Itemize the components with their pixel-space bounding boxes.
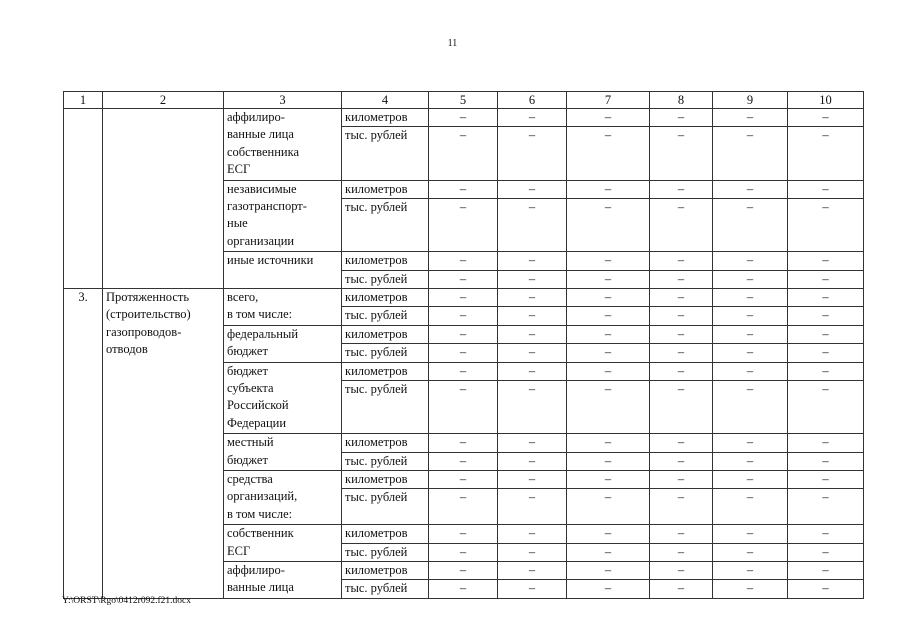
value-cell: – bbox=[788, 325, 864, 343]
value-cell: – bbox=[650, 362, 713, 380]
value-cell: – bbox=[429, 562, 498, 580]
value-cell: – bbox=[567, 344, 650, 362]
source-cell: средства организаций, в том числе: bbox=[224, 471, 342, 525]
value-cell: – bbox=[498, 452, 567, 470]
value-cell: – bbox=[567, 543, 650, 561]
source-cell: аффилиро- ванные лица bbox=[224, 562, 342, 599]
value-cell: – bbox=[788, 180, 864, 198]
value-cell: – bbox=[567, 562, 650, 580]
value-cell: – bbox=[567, 199, 650, 252]
unit-cell: тыс. рублей bbox=[342, 489, 429, 525]
source-cell: аффилиро- ванные лица собственника ЕСГ bbox=[224, 109, 342, 181]
indicator-cell bbox=[103, 109, 224, 289]
value-cell: – bbox=[567, 381, 650, 434]
unit-cell: километров bbox=[342, 362, 429, 380]
header-cell: 5 bbox=[429, 92, 498, 109]
value-cell: – bbox=[429, 362, 498, 380]
unit-cell: километров bbox=[342, 434, 429, 452]
header-cell: 2 bbox=[103, 92, 224, 109]
value-cell: – bbox=[713, 344, 788, 362]
value-cell: – bbox=[788, 381, 864, 434]
value-cell: – bbox=[788, 580, 864, 598]
table-row bbox=[64, 289, 864, 307]
value-cell: – bbox=[788, 109, 864, 127]
value-cell: – bbox=[429, 270, 498, 288]
value-cell: – bbox=[567, 289, 650, 307]
value-cell: – bbox=[429, 109, 498, 127]
value-cell: – bbox=[713, 180, 788, 198]
value-cell: – bbox=[713, 562, 788, 580]
unit-cell: километров bbox=[342, 180, 429, 198]
value-cell: – bbox=[567, 471, 650, 489]
value-cell: – bbox=[429, 434, 498, 452]
value-cell: – bbox=[567, 180, 650, 198]
value-cell: – bbox=[713, 325, 788, 343]
value-cell: – bbox=[498, 127, 567, 180]
value-cell: – bbox=[429, 471, 498, 489]
value-cell: – bbox=[650, 307, 713, 325]
header-cell: 10 bbox=[788, 92, 864, 109]
value-cell: – bbox=[713, 289, 788, 307]
header-cell: 7 bbox=[567, 92, 650, 109]
source-cell: иные источники bbox=[224, 252, 342, 289]
value-cell: – bbox=[498, 307, 567, 325]
value-cell: – bbox=[713, 525, 788, 543]
value-cell: – bbox=[650, 525, 713, 543]
value-cell: – bbox=[788, 270, 864, 288]
value-cell: – bbox=[788, 307, 864, 325]
value-cell: – bbox=[650, 434, 713, 452]
value-cell: – bbox=[650, 127, 713, 180]
value-cell: – bbox=[429, 289, 498, 307]
value-cell: – bbox=[788, 471, 864, 489]
value-cell: – bbox=[567, 109, 650, 127]
header-cell: 6 bbox=[498, 92, 567, 109]
value-cell: – bbox=[567, 525, 650, 543]
value-cell: – bbox=[498, 489, 567, 525]
value-cell: – bbox=[429, 252, 498, 270]
header-cell: 1 bbox=[64, 92, 103, 109]
value-cell: – bbox=[498, 381, 567, 434]
value-cell: – bbox=[498, 325, 567, 343]
unit-cell: тыс. рублей bbox=[342, 452, 429, 470]
source-cell: федеральный бюджет bbox=[224, 325, 342, 362]
value-cell: – bbox=[567, 270, 650, 288]
value-cell: – bbox=[788, 252, 864, 270]
value-cell: – bbox=[429, 325, 498, 343]
value-cell: – bbox=[498, 252, 567, 270]
value-cell: – bbox=[498, 199, 567, 252]
value-cell: – bbox=[498, 109, 567, 127]
value-cell: – bbox=[429, 180, 498, 198]
value-cell: – bbox=[788, 562, 864, 580]
value-cell: – bbox=[788, 452, 864, 470]
value-cell: – bbox=[498, 270, 567, 288]
value-cell: – bbox=[788, 362, 864, 380]
unit-cell: километров bbox=[342, 289, 429, 307]
value-cell: – bbox=[713, 127, 788, 180]
value-cell: – bbox=[650, 381, 713, 434]
unit-cell: тыс. рублей bbox=[342, 543, 429, 561]
header-cell: 8 bbox=[650, 92, 713, 109]
value-cell: – bbox=[713, 543, 788, 561]
value-cell: – bbox=[713, 434, 788, 452]
header-cell: 4 bbox=[342, 92, 429, 109]
value-cell: – bbox=[713, 362, 788, 380]
value-cell: – bbox=[429, 525, 498, 543]
unit-cell: тыс. рублей bbox=[342, 381, 429, 434]
value-cell: – bbox=[567, 434, 650, 452]
source-cell: местный бюджет bbox=[224, 434, 342, 471]
value-cell: – bbox=[713, 270, 788, 288]
unit-cell: тыс. рублей bbox=[342, 199, 429, 252]
value-cell: – bbox=[650, 580, 713, 598]
unit-cell: тыс. рублей bbox=[342, 270, 429, 288]
value-cell: – bbox=[567, 252, 650, 270]
value-cell: – bbox=[713, 307, 788, 325]
source-cell: собственник ЕСГ bbox=[224, 525, 342, 562]
value-cell: – bbox=[650, 471, 713, 489]
value-cell: – bbox=[498, 525, 567, 543]
value-cell: – bbox=[498, 471, 567, 489]
value-cell: – bbox=[498, 580, 567, 598]
value-cell: – bbox=[788, 127, 864, 180]
value-cell: – bbox=[650, 562, 713, 580]
value-cell: – bbox=[429, 489, 498, 525]
row-number-cell: 3. bbox=[64, 289, 103, 599]
value-cell: – bbox=[567, 452, 650, 470]
unit-cell: тыс. рублей bbox=[342, 580, 429, 598]
value-cell: – bbox=[498, 362, 567, 380]
unit-cell: тыс. рублей bbox=[342, 127, 429, 180]
value-cell: – bbox=[650, 289, 713, 307]
value-cell: – bbox=[429, 381, 498, 434]
header-cell: 9 bbox=[713, 92, 788, 109]
value-cell: – bbox=[713, 109, 788, 127]
value-cell: – bbox=[788, 199, 864, 252]
value-cell: – bbox=[498, 180, 567, 198]
value-cell: – bbox=[567, 307, 650, 325]
value-cell: – bbox=[498, 562, 567, 580]
table-header-row bbox=[64, 92, 864, 109]
value-cell: – bbox=[429, 307, 498, 325]
value-cell: – bbox=[713, 199, 788, 252]
value-cell: – bbox=[498, 434, 567, 452]
value-cell: – bbox=[788, 289, 864, 307]
value-cell: – bbox=[567, 489, 650, 525]
value-cell: – bbox=[650, 325, 713, 343]
value-cell: – bbox=[429, 199, 498, 252]
value-cell: – bbox=[429, 452, 498, 470]
source-cell: независимые газотранспорт- ные организации bbox=[224, 180, 342, 252]
source-cell: всего, в том числе: bbox=[224, 289, 342, 326]
footer-path: Y:\ORST\Rgo\0412r092.f21.docx bbox=[62, 596, 191, 606]
value-cell: – bbox=[650, 344, 713, 362]
value-cell: – bbox=[567, 362, 650, 380]
row-number-cell bbox=[64, 109, 103, 289]
value-cell: – bbox=[567, 127, 650, 180]
value-cell: – bbox=[788, 489, 864, 525]
value-cell: – bbox=[713, 471, 788, 489]
unit-cell: километров bbox=[342, 109, 429, 127]
value-cell: – bbox=[713, 252, 788, 270]
value-cell: – bbox=[429, 344, 498, 362]
unit-cell: километров bbox=[342, 525, 429, 543]
value-cell: – bbox=[650, 489, 713, 525]
source-cell: бюджет субъекта Российской Федерации bbox=[224, 362, 342, 434]
value-cell: – bbox=[650, 252, 713, 270]
unit-cell: километров bbox=[342, 252, 429, 270]
value-cell: – bbox=[650, 180, 713, 198]
value-cell: – bbox=[713, 381, 788, 434]
value-cell: – bbox=[650, 270, 713, 288]
value-cell: – bbox=[650, 452, 713, 470]
value-cell: – bbox=[713, 489, 788, 525]
indicator-cell: Протяженность (строительство) газопроводов- отводов bbox=[103, 289, 224, 599]
unit-cell: километров bbox=[342, 471, 429, 489]
unit-cell: километров bbox=[342, 325, 429, 343]
unit-cell: тыс. рублей bbox=[342, 344, 429, 362]
unit-cell: километров bbox=[342, 562, 429, 580]
table-row bbox=[64, 109, 864, 127]
value-cell: – bbox=[650, 109, 713, 127]
value-cell: – bbox=[429, 543, 498, 561]
value-cell: – bbox=[498, 289, 567, 307]
page-number: 11 bbox=[447, 38, 458, 49]
value-cell: – bbox=[429, 580, 498, 598]
value-cell: – bbox=[788, 434, 864, 452]
header-cell: 3 bbox=[224, 92, 342, 109]
value-cell: – bbox=[429, 127, 498, 180]
value-cell: – bbox=[713, 452, 788, 470]
value-cell: – bbox=[498, 344, 567, 362]
value-cell: – bbox=[498, 543, 567, 561]
value-cell: – bbox=[567, 580, 650, 598]
value-cell: – bbox=[788, 525, 864, 543]
value-cell: – bbox=[788, 344, 864, 362]
value-cell: – bbox=[567, 325, 650, 343]
data-table bbox=[63, 91, 864, 599]
value-cell: – bbox=[788, 543, 864, 561]
unit-cell: тыс. рублей bbox=[342, 307, 429, 325]
value-cell: – bbox=[650, 543, 713, 561]
value-cell: – bbox=[713, 580, 788, 598]
value-cell: – bbox=[650, 199, 713, 252]
